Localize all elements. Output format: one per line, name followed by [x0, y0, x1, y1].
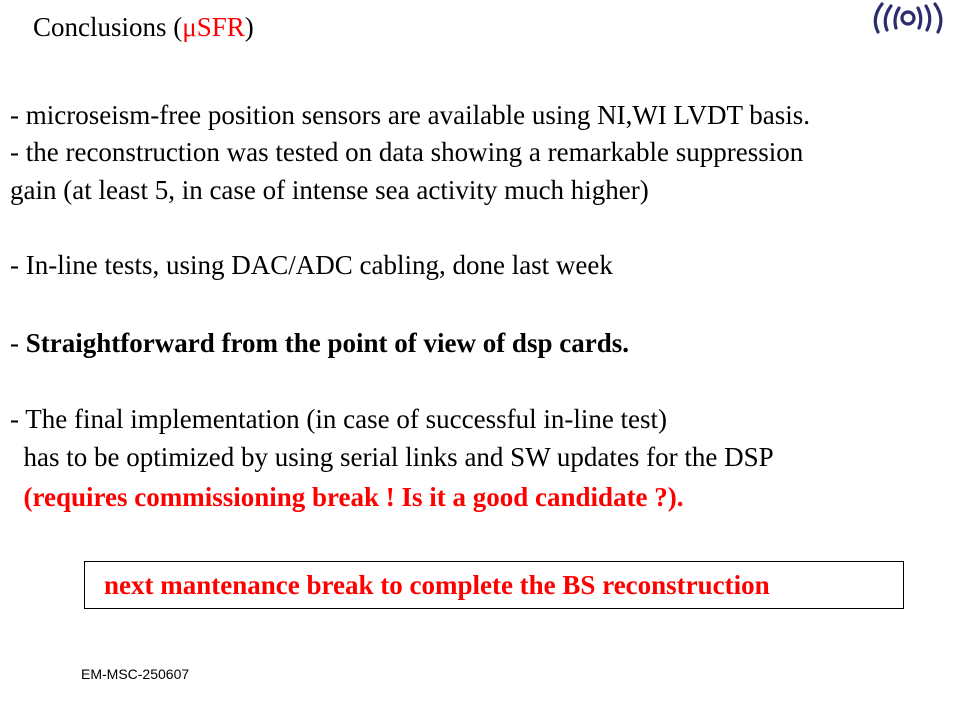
- footer-code: EM-MSC-250607: [81, 666, 190, 682]
- logo-wave-right-mid: [926, 6, 930, 30]
- logo-wave-left-inner: [895, 8, 899, 28]
- logo-wave-left-outer: [875, 4, 882, 32]
- slide-title: [33, 11, 254, 43]
- virgo-logo-icon: [868, 0, 952, 36]
- title-suffix: ): [244, 12, 254, 42]
- logo-wave-left-mid: [885, 6, 891, 30]
- bullet-line-7: has to be optimized by using serial links and SW updates for the DSP: [10, 442, 774, 472]
- callout-text: next mantenance break to complete the BS reconstruction: [104, 570, 770, 600]
- bullet-dash: -: [10, 328, 26, 358]
- bullet-line-8: (requires commissioning break ! Is it a good candidate ?).: [10, 482, 684, 512]
- virgo-logo-svg: [868, 0, 952, 36]
- bullet-line-1: - microseism-free position sensors are available using NI,WI LVDT basis.: [10, 100, 811, 130]
- bullet-line-5-bold: Straightforward from the point of view of dsp cards.: [25, 328, 629, 358]
- bullet-line-4: - In-line tests, using DAC/ADC cabling, done last week: [10, 250, 613, 280]
- bullet-line-3: gain (at least 5, in case of intense sea activity much higher): [10, 175, 649, 205]
- bullet-line-6: - The final implementation (in case of successful in-line test): [10, 404, 668, 434]
- logo-wave-right-inner: [918, 8, 921, 28]
- logo-center-circle: [902, 12, 914, 24]
- title-highlight: μSFR: [182, 12, 245, 42]
- title-prefix: Conclusions (: [33, 12, 183, 42]
- bullet-line-5: [10, 327, 629, 359]
- bullet-line-2: - the reconstruction was tested on data showing a remarkable suppression: [10, 137, 804, 167]
- logo-wave-right-outer: [935, 4, 941, 32]
